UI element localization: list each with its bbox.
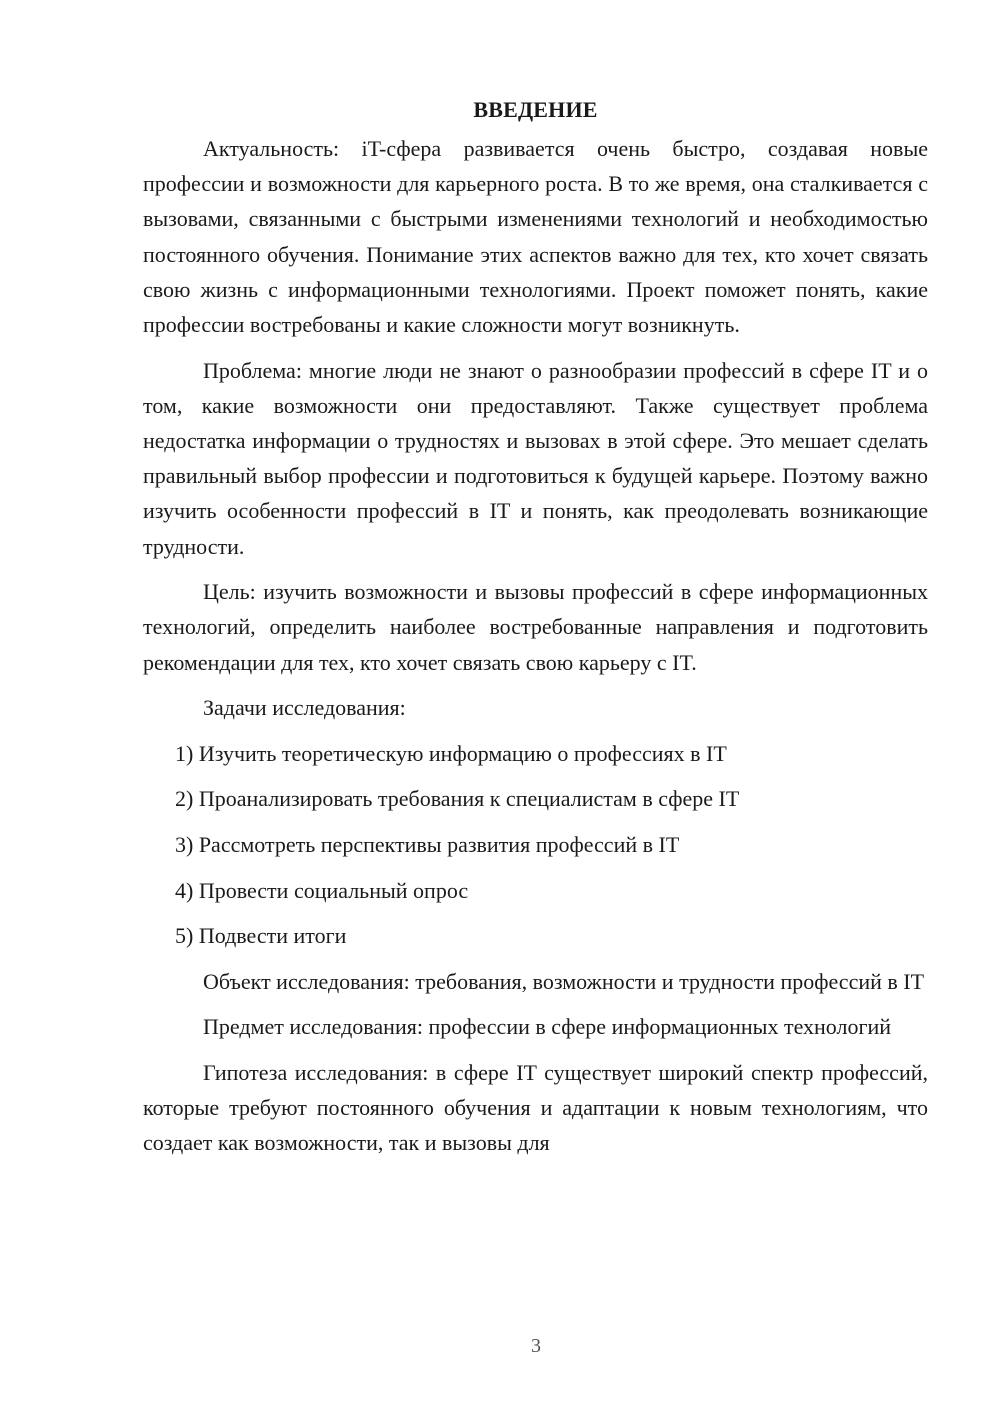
paragraph-relevance: Актуальность: iT-сфера развивается очень быстро, создавая новые профессии и возможности для карьерного роста. В то же время, она сталкивается с вызовами, связанными с быстрыми изменениями технологий и необходимостью постоянного обучения. Понимание этих аспектов важно для тех, кто хочет связать свою жизнь с информационными технологиями. Проект поможет понять, какие профессии востребованы и какие сложности могут возникнуть.	[143, 136, 928, 338]
list-item: 5) Подвести итоги	[175, 923, 347, 949]
list-item: 2) Проанализировать требования к специалистам в сфере IT	[175, 786, 740, 812]
page-title: ВВЕДЕНИЕ	[473, 97, 598, 122]
list-item: 4) Провести социальный опрос	[175, 877, 469, 903]
paragraph-object: Объект исследования: требования, возможности и трудности профессий в IT	[203, 968, 925, 994]
tasks-heading: Задачи исследования:	[203, 695, 406, 721]
paragraph-problem: Проблема: многие люди не знают о разнообразии профессий в сфере IT и о том, какие возможности они предоставляют. Также существует проблема недостатка информации о трудностях и вызовах в этой сфере. Это мешает сделать правильный выбор профессии и подготовиться к будущей карьере. Поэтому важно изучить особенности профессий в IT и понять, как преодолевать возникающие трудности.	[143, 357, 928, 559]
page-number: 3	[531, 1335, 541, 1357]
list-item: 1) Изучить теоретическую информацию о профессиях в IT	[175, 740, 727, 766]
list-item: 3) Рассмотреть перспективы развития профессий в IT	[175, 832, 680, 857]
paragraph-hypothesis: Гипотеза исследования: в сфере IT существует широкий спектр профессий, которые требуют постоянного обучения и адаптации к новым технологиям, что создает как возможности, так и вызовы для	[143, 1059, 928, 1156]
paragraph-subject: Предмет исследования: профессии в сфере информационных технологий	[203, 1014, 892, 1040]
page-content	[143, 92, 928, 1171]
paragraph-goal: Цель: изучить возможности и вызовы профессий в сфере информационных технологий, определить наиболее востребованные направления и подготовить рекомендации для тех, кто хочет связать свою карьеру с IT.	[143, 579, 928, 675]
task-list	[143, 736, 928, 954]
